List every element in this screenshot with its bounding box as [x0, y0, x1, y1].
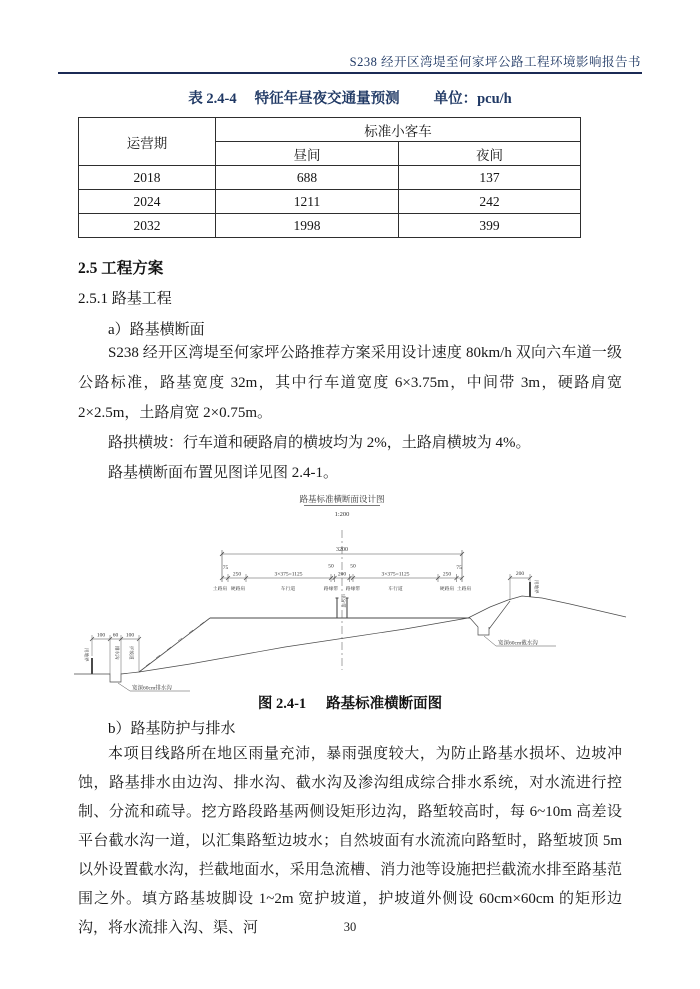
diagram-scale: 1:200 [334, 511, 350, 518]
table-caption [78, 87, 622, 108]
roadbed-cross-section-diagram [70, 488, 630, 692]
traffic-forecast-table [78, 117, 581, 238]
dim-label: 75 [222, 565, 229, 571]
dim-label: 3×375=1125 [381, 571, 410, 578]
cell-year: 2018 [79, 166, 216, 190]
dim-label: 50 [328, 563, 334, 570]
item-heading-a: a）路基横断面 [108, 322, 205, 338]
subsection-heading-2-5-1: 2.5.1 路基工程 [78, 291, 172, 307]
lane-label: 车行道 [280, 587, 296, 592]
right-boundary-label: 用地界 [534, 580, 539, 594]
lane-label-median: 中分带 [341, 594, 346, 608]
figure-caption-title: 路基标准横断面图 [326, 696, 443, 712]
body-text-block-1 [78, 338, 622, 488]
figure-caption [78, 692, 622, 713]
body-text-block-2 [78, 740, 622, 943]
lane-label: 硬路肩 [439, 587, 455, 592]
cell-night: 137 [399, 166, 581, 190]
col-header-day: 昼间 [216, 142, 399, 166]
lane-label: 硬路肩 [230, 587, 246, 592]
lane-label: 土路肩 [212, 587, 228, 592]
lane-label: 路缘带 [323, 587, 339, 592]
dim-label: 250 [442, 571, 452, 578]
table-caption-label: 表 2.4-4 [188, 91, 237, 107]
left-berm-label: 护坡道 [129, 646, 134, 660]
left-boundary-label: 用地界 [84, 648, 89, 662]
right-ditch-label: 宽深60cm截水沟 [498, 640, 538, 647]
dim-label-total: 3200 [336, 547, 348, 553]
table-row [79, 190, 581, 214]
paragraph: 路基横断面布置见图详见图 2.4-1。 [108, 465, 338, 481]
right-cut-ditch [470, 601, 510, 635]
left-dim-label: 100 [125, 632, 135, 639]
cell-night: 242 [399, 190, 581, 214]
dim-label: 75 [456, 565, 462, 571]
table-caption-title: 特征年昼夜交通量预测 [254, 91, 400, 107]
item-heading-b: b）路基防护与排水 [108, 721, 236, 737]
table-caption-unit: 单位：pcu/h [433, 91, 512, 107]
dim-label: 250 [232, 571, 242, 578]
cell-year: 2032 [79, 214, 216, 238]
left-ditch-name-label: 排水沟 [114, 646, 120, 660]
left-ditch-label: 宽深60cm排水沟 [132, 685, 172, 692]
cell-day: 688 [216, 166, 399, 190]
lane-label: 土路肩 [456, 587, 472, 592]
dim-label: 200 [337, 571, 347, 578]
section-heading-2-5: 2.5 工程方案 [78, 260, 164, 277]
cross-section-svg [70, 488, 630, 692]
left-dim-label: 100 [96, 632, 106, 639]
cell-night: 399 [399, 214, 581, 238]
dim-label: 50 [350, 563, 356, 570]
col-header-night: 夜间 [399, 142, 581, 166]
left-slope-line [139, 618, 210, 672]
page-number: 30 [343, 920, 357, 934]
cell-year: 2024 [79, 190, 216, 214]
running-header: S238 经开区湾堤至何家坪公路工程环境影响报告书 [349, 55, 641, 69]
paragraph: S238 经开区湾堤至何家坪公路推荐方案采用设计速度 80km/h 双向六车道一级公路标准，路基宽度 32m，其中行车道宽度 6×3.75m，中间带 3m，硬路肩宽 2×2.5m，土路肩宽 2×0.75m。 [78, 345, 622, 421]
lane-label: 路缘带 [345, 587, 361, 592]
header-rule [58, 72, 642, 74]
lane-label: 车行道 [388, 587, 403, 592]
slope-hatch-marks [146, 622, 204, 666]
paragraph: 本项目线路所在地区雨量充沛，暴雨强度较大，为防止路基水损坏、边坡冲蚀，路基排水由边沟、排水沟、截水沟及渗沟组成综合排水系统，对水流进行控制、分流和疏导。挖方路段路基两侧设矩形边沟，路堑较高时，每 6~10m 高差设平台截水沟一道，以汇集路堑边坡水；自然坡面有水流流向路堑时，路堑坡顶 5m 以外设置截水沟，拦截地面水，采用急流槽、消力池等设施把拦截流水排至路基范围之外。填方路基坡脚设 1~2m 宽护坡道，护坡道外侧设 60cm×60cm 的矩形边沟，将水流排入沟、渠、河 [78, 746, 622, 936]
ground-line [74, 596, 626, 682]
paragraph: 路拱横坡：行车道和硬路肩的横坡均为 2%，土路肩横坡为 4%。 [108, 435, 531, 451]
col-header-group: 标准小客车 [216, 118, 581, 142]
dim-label: 3×375=1125 [274, 571, 303, 578]
cell-day: 1211 [216, 190, 399, 214]
right-dim-label: 200 [515, 571, 525, 577]
figure-caption-label: 图 2.4-1 [257, 696, 307, 712]
left-dim-label: 60 [112, 632, 119, 639]
table-row [79, 214, 581, 238]
diagram-title: 路基标准横断面设计图 [299, 494, 385, 504]
cell-day: 1998 [216, 214, 399, 238]
col-header-period: 运营期 [79, 118, 216, 166]
table-row [79, 166, 581, 190]
